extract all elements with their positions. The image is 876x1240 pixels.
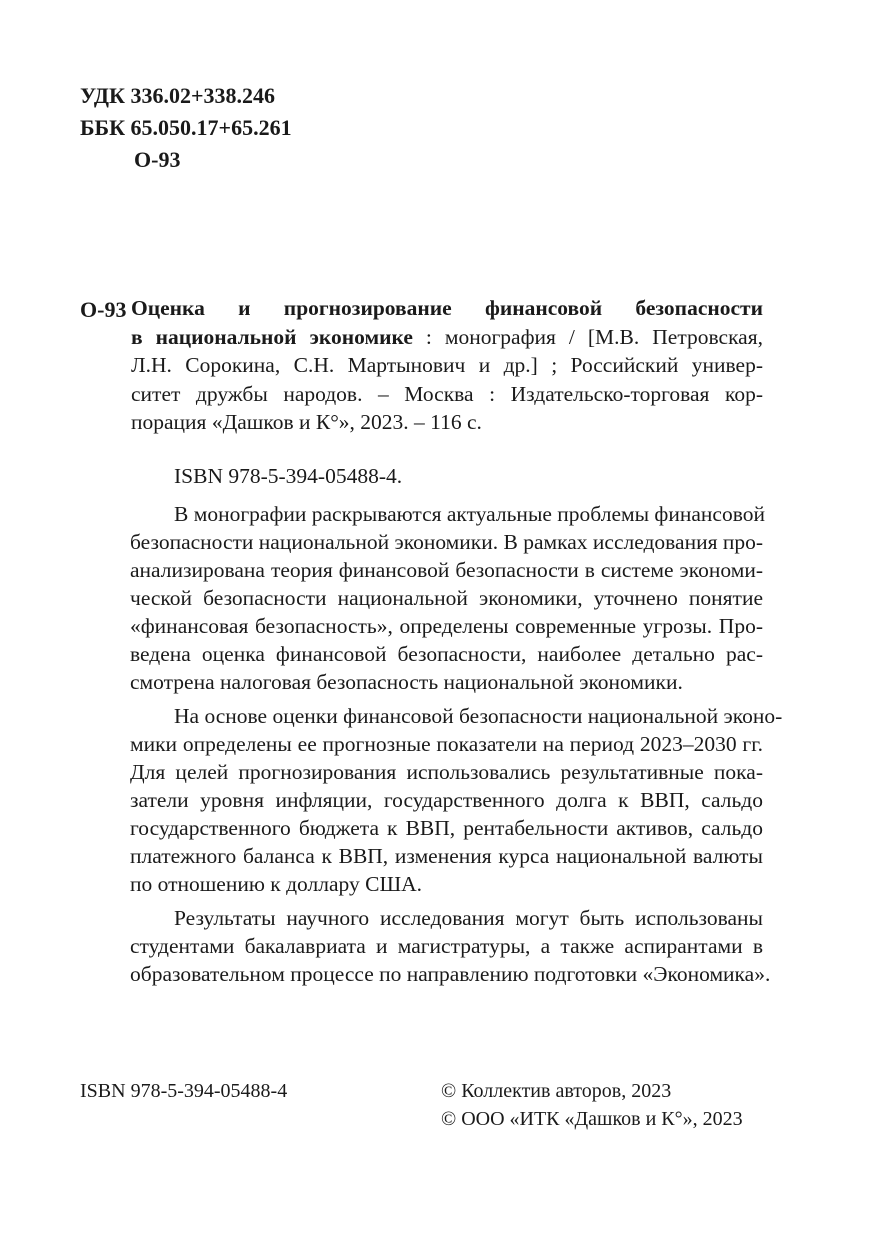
bib-line xyxy=(131,323,763,352)
book-title: Оценка и прогнозирование финансовой безопасности xyxy=(131,296,763,320)
text-line: по отношению к доллару США. xyxy=(130,872,423,896)
bib-text: Л.Н. Сорокина, С.Н. Мартынович и др.] ; Российский универ- xyxy=(131,353,763,377)
text-line: Для целей прогнозирования использовались результативные пока- xyxy=(130,760,763,784)
text-line: анализирована теория финансовой безопасности в системе экономи- xyxy=(130,558,763,582)
record-isbn: ISBN 978-5-394-05488-4. xyxy=(174,464,403,488)
text-line: образовательном процессе по направлению подготовки «Экономика». xyxy=(130,962,771,986)
abstract xyxy=(130,500,783,994)
abstract-paragraph xyxy=(130,702,783,898)
bib-text: ситет дружбы народов. – Москва : Издательско-торговая кор- xyxy=(131,381,763,406)
record-author-sign: О-93 xyxy=(80,297,127,322)
copyright-block xyxy=(441,1077,743,1133)
abstract-paragraph xyxy=(130,904,771,988)
udk-code: УДК 336.02+338.246 xyxy=(80,83,276,108)
text-line: ведена оценка финансовой безопасности, наиболее детально рас- xyxy=(130,642,763,666)
text-line: Результаты научного исследования могут быть использованы xyxy=(174,906,763,930)
copyright-publisher: © ООО «ИТК «Дашков и К°», 2023 xyxy=(441,1108,743,1130)
bbk-code: ББК 65.050.17+65.261 xyxy=(80,115,292,140)
text-line: затели уровня инфляции, государственного долга к ВВП, сальдо xyxy=(130,788,763,812)
bib-text: : монография / [М.В. Петровская, xyxy=(412,324,763,349)
bib-line xyxy=(131,408,763,437)
footer-isbn: ISBN 978-5-394-05488-4 xyxy=(80,1080,288,1102)
bibliographic-description xyxy=(131,294,763,437)
text-line: государственного бюджета к ВВП, рентабельности активов, сальдо xyxy=(130,816,763,840)
text-line: ческой безопасности национальной экономики, уточнено понятие xyxy=(130,586,763,610)
bib-line xyxy=(131,294,763,323)
text-line: безопасности национальной экономики. В рамках исследования про- xyxy=(130,530,764,554)
author-sign: О-93 xyxy=(134,147,181,172)
classification-block xyxy=(80,80,292,176)
text-line: В монографии раскрываются актуальные проблемы финансовой xyxy=(174,502,765,526)
abstract-paragraph xyxy=(130,500,763,696)
text-line: студентами бакалавриата и магистратуры, а также аспирантами в xyxy=(130,934,763,958)
text-line: платежного баланса к ВВП, изменения курса национальной валюты xyxy=(130,844,763,868)
text-line: «финансовая безопасность», определены современные угрозы. Про- xyxy=(130,614,763,638)
text-line: мики определены ее прогнозные показатели на период 2023–2030 гг. xyxy=(130,732,763,756)
book-title: в национальной экономике xyxy=(131,324,413,349)
bib-line xyxy=(131,380,763,409)
copyright-authors: © Коллектив авторов, 2023 xyxy=(441,1080,672,1102)
text-line: смотрена налоговая безопасность национальной экономики. xyxy=(130,670,683,694)
bibliographic-record xyxy=(80,294,763,437)
bib-text: порация «Дашков и К°», 2023. – 116 с. xyxy=(131,410,482,434)
text-line: На основе оценки финансовой безопасности национальной эконо- xyxy=(174,704,783,728)
bib-line xyxy=(131,351,763,380)
